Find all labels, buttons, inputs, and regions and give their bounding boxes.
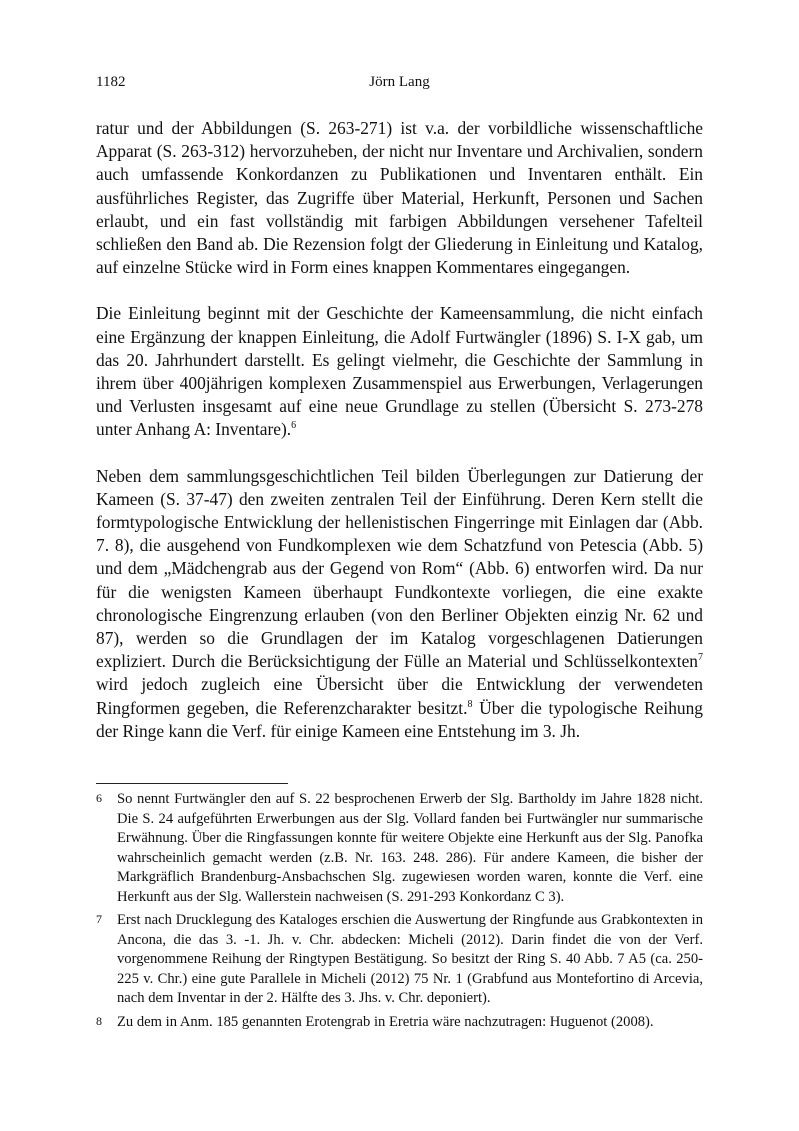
- running-title: Jörn Lang: [369, 74, 430, 90]
- paragraph-text: Über die typologische Reihung der Ringe kann die Verf. für einige Kameen eine Entstehung im 3. Jh.: [96, 697, 703, 741]
- paragraph: [96, 117, 703, 279]
- footnote: [96, 911, 703, 1009]
- footnote-number: 8: [96, 1013, 102, 1028]
- footnote-separator: [96, 783, 288, 784]
- body-text: [96, 117, 703, 743]
- paragraph: [96, 302, 703, 441]
- paragraph: [96, 465, 703, 743]
- running-head: [96, 74, 703, 94]
- footnote-number: 7: [96, 912, 102, 926]
- footnote: [96, 1013, 703, 1033]
- footnote-text: So nennt Furtwängler den auf S. 22 besprochenen Erwerb der Slg. Bartholdy im Jahre 1828 nicht. Die S. 24 aufgeführten Erwerbungen aus der Slg. Vollard fanden bei Furtwängler nur summarische Erwähnung. Über die Ringfassungen konnte für weitere Objekte eine Herkunft aus der Slg. Panofka wahrscheinlich gemacht werden (z.B. Nr. 163. 248. 286). Für andere Kameen, die bisher der Markgräflich Brandenburg-Ansbachschen Slg. zugewiesen worden waren, konnte die Verf. eine Herkunft aus der Slg. Wallerstein nachweisen (S. 291-293 Konkordanz C 3).: [117, 791, 703, 905]
- footnote: [96, 790, 703, 907]
- footnote-ref[interactable]: 6: [291, 420, 297, 432]
- footnote-ref[interactable]: 7: [698, 652, 703, 664]
- paragraph-text: ratur und der Abbildungen (S. 263-271) ist v.a. der vorbildliche wissenschaftliche Apparat (S. 263-312) hervorzuheben, der nicht nur Inventare und Archivalien, sondern auch umfassende Konkordanzen zu Publikationen und Inventaren enthält. Ein ausführliches Register, das Zugriffe über Material, Herkunft, Personen und Sachen erlaubt, und ein fast vollständig mit farbigen Abbildungen versehener Tafelteil schließen den Band ab. Die Rezension folgt der Gliederung in Einleitung und Katalog, auf einzelne Stücke wird in Form eines knappen Kommentares eingegangen.: [96, 118, 703, 278]
- paragraph-text: Die Einleitung beginnt mit der Geschichte der Kameensammlung, die nicht einfach eine Ergänzung der knappen Einleitung, die Adolf Furtwängler (1896) S. I-X gab, um das 20. Jahrhundert darstellt. Es gelingt vielmehr, die Geschichte der Sammlung in ihrem über 400jährigen komplexen Zusammenspiel aus Erwerbungen, Verlagerungen und Verlusten insgesamt auf eine neue Grundlage zu stellen (Übersicht S. 273-278 unter Anhang A: Inventare).: [96, 303, 703, 440]
- footnote-text: Erst nach Drucklegung des Kataloges erschien die Auswertung der Ringfunde aus Grabkontexten in Ancona, die das 3. -1. Jh. v. Chr. abdecken: Micheli (2012). Darin findet die von der Verf. vorgenommene Reihung der Ringtypen Bestätigung. So besitzt der Ring S. 40 Abb. 7 A5 (ca. 250-225 v. Chr.) eine gute Parallele in Micheli (2012) 75 Nr. 1 (Grabfund aus Montefortino di Arcevia, nach dem Inventar in der 2. Hälfte des 3. Jhs. v. Chr. deponiert).: [117, 912, 703, 1006]
- paragraph-text: Neben dem sammlungsgeschichtlichen Teil bilden Überlegungen zur Datierung der Kameen (S. 37-47) den zweiten zentralen Teil der Einführung. Deren Kern stellt die formtypologische Entwicklung der hellenistischen Fingerringe mit Einlagen dar (Abb. 7. 8), die ausgehend von Fundkomplexen wie dem Schatzfund von Petescia (Abb. 5) und dem „Mädchengrab aus der Gegend von Rom“ (Abb. 6) entworfen wird. Da nur für die wenigsten Kameen überhaupt Fundkontexte vorliegen, die eine exakte chronologische Eingrenzung erlauben (von den Berliner Objekten einzig Nr. 62 und 87), werden so die Grundlagen der im Katalog vorgeschlagenen Datierungen expliziert. Durch die Berücksichtigung der Fülle an Material und Schlüsselkontexten: [96, 465, 703, 672]
- paragraph-text: wird jedoch zugleich eine Übersicht über die Entwicklung der verwendeten Ringformen gegeben, die Referenzcharakter besitzt.: [96, 674, 703, 718]
- footnote-text: Zu dem in Anm. 185 genannten Erotengrab in Eretria wäre nachzutragen: Huguenot (2008).: [117, 1013, 654, 1030]
- footnote-ref[interactable]: 8: [467, 698, 473, 710]
- footnotes: [96, 790, 703, 1032]
- footnote-number: 6: [96, 791, 102, 805]
- page-number: 1182: [96, 74, 126, 90]
